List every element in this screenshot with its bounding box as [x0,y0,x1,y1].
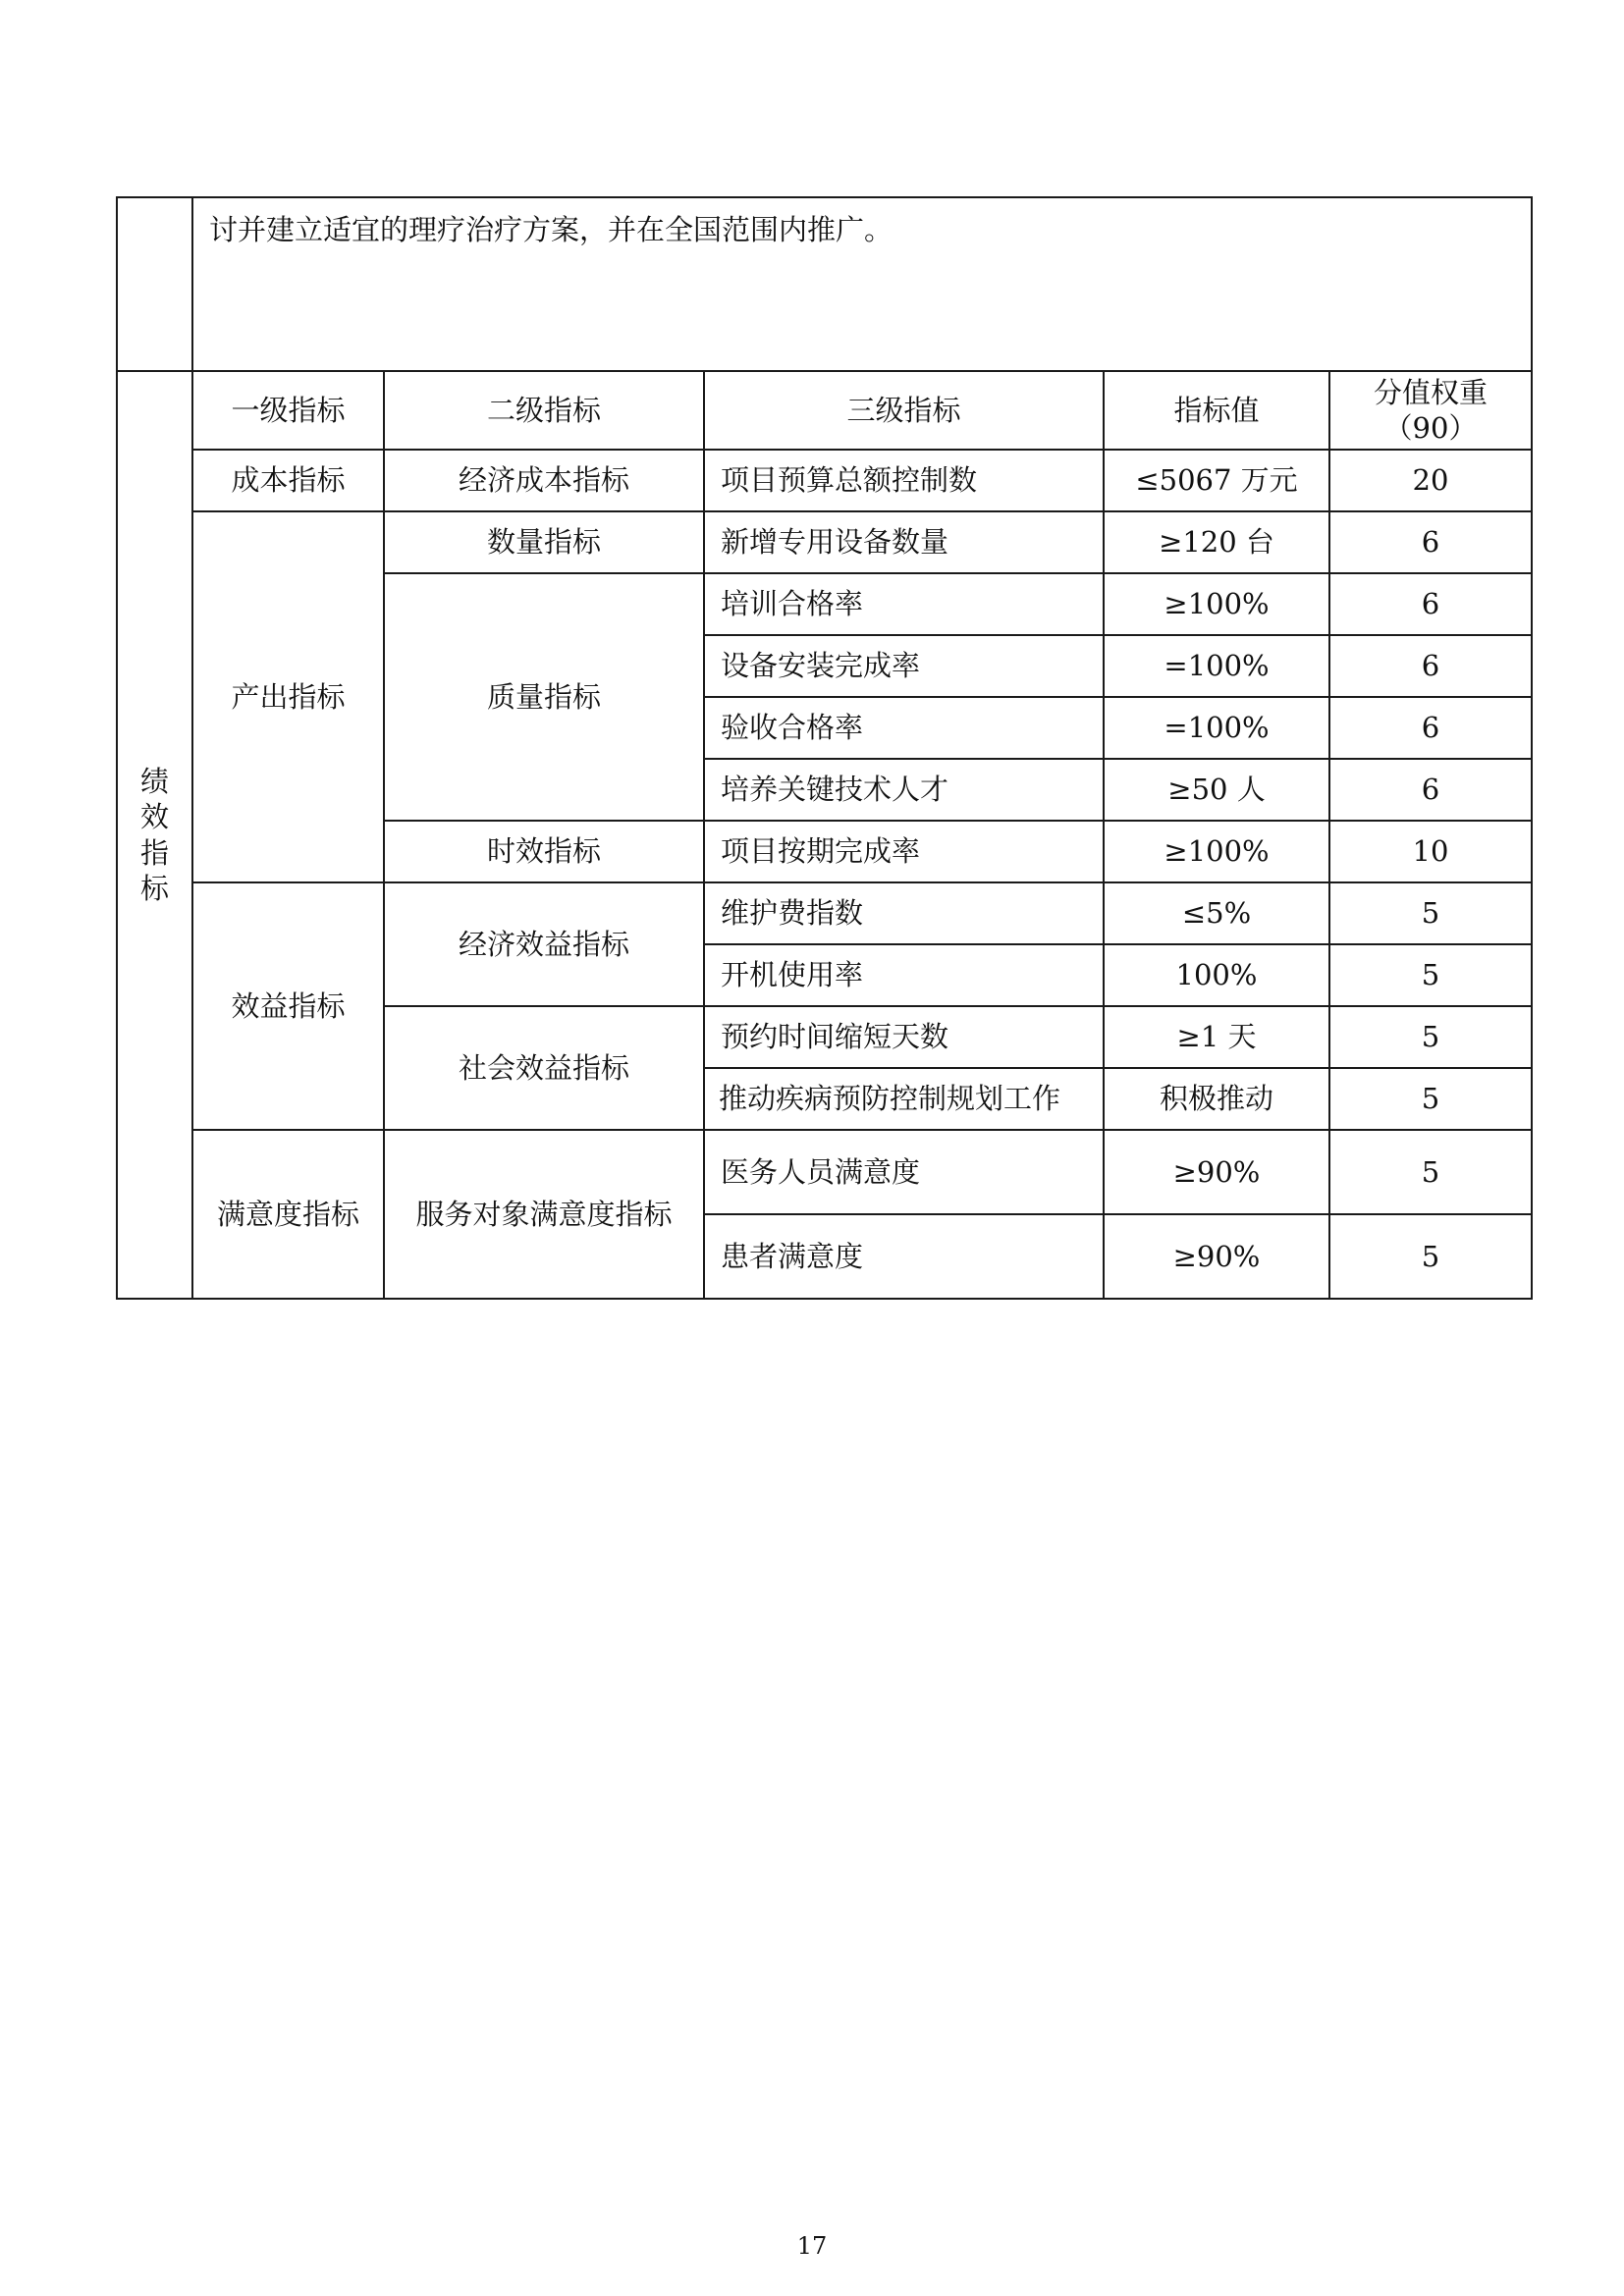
header-level1: 一级指标 [192,371,384,450]
indicator-cell: 项目按期完成率 [704,821,1104,882]
header-weight-line1: 分值权重 [1374,375,1489,409]
header-weight [1329,371,1532,450]
group-cost: 成本指标 [192,450,384,511]
table-row [117,1130,1532,1214]
indicator-cell: 新增专用设备数量 [704,511,1104,573]
value-cell: ≥120 台 [1104,511,1329,573]
value-cell: ≥1 天 [1104,1006,1329,1068]
section-label-char: 绩 [139,765,169,798]
subgroup-quantity: 数量指标 [384,511,704,573]
subgroup-economic-cost: 经济成本指标 [384,450,704,511]
header-level2: 二级指标 [384,371,704,450]
group-satisfaction: 满意度指标 [192,1130,384,1299]
indicator-cell: 开机使用率 [704,944,1104,1006]
value-cell: 积极推动 [1104,1068,1329,1130]
weight-cell: 10 [1329,821,1532,882]
weight-cell: 6 [1329,511,1532,573]
value-cell: 100% [1104,944,1329,1006]
group-benefit: 效益指标 [192,882,384,1130]
table-row [117,511,1532,573]
subgroup-service-satisfaction: 服务对象满意度指标 [384,1130,704,1299]
weight-cell: 6 [1329,573,1532,635]
indicator-cell: 患者满意度 [704,1214,1104,1299]
header-row [117,371,1532,450]
header-value: 指标值 [1104,371,1329,450]
section-label-char: 指 [139,835,169,870]
page-number: 17 [796,2232,828,2260]
weight-cell: 5 [1329,1214,1532,1299]
indicator-cell: 培养关键技术人才 [704,759,1104,821]
section-label [117,371,192,1299]
value-cell: ≥90% [1104,1214,1329,1299]
value-cell: ≥100% [1104,821,1329,882]
weight-cell: 20 [1329,450,1532,511]
indicator-cell: 培训合格率 [704,573,1104,635]
value-cell: ≥90% [1104,1130,1329,1214]
subgroup-economic-benefit: 经济效益指标 [384,882,704,1006]
weight-cell: 6 [1329,697,1532,759]
value-cell: ≥100% [1104,573,1329,635]
table-row [117,450,1532,511]
weight-cell: 5 [1329,1068,1532,1130]
value-cell: =100% [1104,635,1329,697]
intro-row [117,197,1532,371]
indicator-cell: 预约时间缩短天数 [704,1006,1104,1068]
intro-text: 讨并建立适宜的理疗治疗方案，并在全国范围内推广。 [192,197,1532,371]
section-label-char: 标 [139,871,169,905]
indicator-cell: 维护费指数 [704,882,1104,944]
performance-indicator-table [116,196,1533,1300]
indicator-cell: 设备安装完成率 [704,635,1104,697]
indicator-cell: 验收合格率 [704,697,1104,759]
table-row [117,882,1532,944]
weight-cell: 5 [1329,882,1532,944]
value-cell: ≤5% [1104,882,1329,944]
weight-cell: 5 [1329,944,1532,1006]
indicator-cell: 医务人员满意度 [704,1130,1104,1214]
weight-cell: 5 [1329,1130,1532,1214]
value-cell: ≤5067 万元 [1104,450,1329,511]
indicator-cell: 推动疾病预防控制规划工作 [704,1068,1104,1130]
section-label-char: 效 [139,800,169,834]
weight-cell: 5 [1329,1006,1532,1068]
weight-cell: 6 [1329,759,1532,821]
group-output: 产出指标 [192,511,384,882]
header-weight-line2: （90） [1383,411,1478,445]
subgroup-timeliness: 时效指标 [384,821,704,882]
value-cell: ≥50 人 [1104,759,1329,821]
subgroup-quality: 质量指标 [384,573,704,821]
subgroup-social-benefit: 社会效益指标 [384,1006,704,1130]
indicator-cell: 项目预算总额控制数 [704,450,1104,511]
value-cell: =100% [1104,697,1329,759]
weight-cell: 6 [1329,635,1532,697]
header-level3: 三级指标 [704,371,1104,450]
blank-cell [117,197,192,371]
